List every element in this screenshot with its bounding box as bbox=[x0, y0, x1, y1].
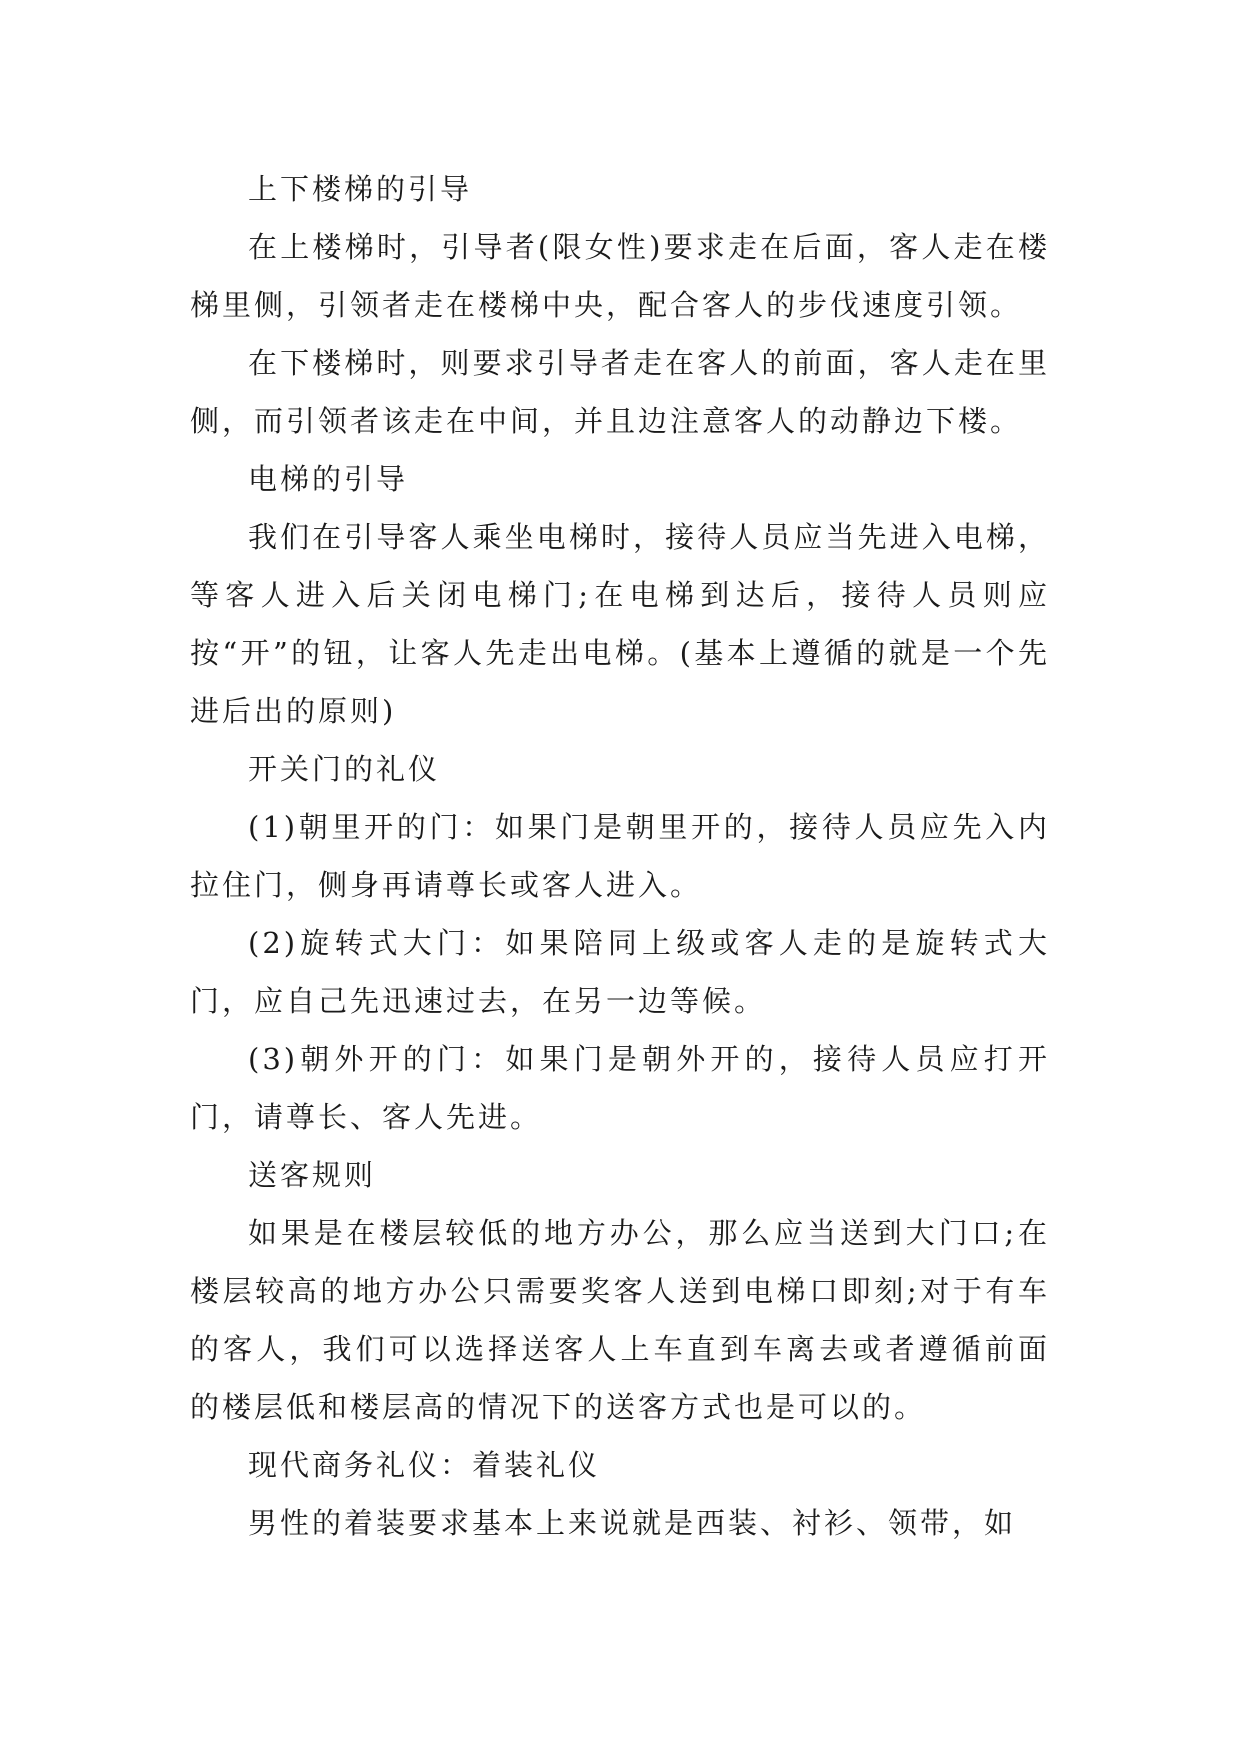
paragraph-elevator: 我们在引导客人乘坐电梯时，接待人员应当先进入电梯，等客人进入后关闭电梯门;在电梯到达后，接待人员则应按“开”的钮，让客人先走出电梯。(基本上遵循的就是一个先进后出的原则) bbox=[190, 520, 1050, 728]
paragraph-door-revolving: (2)旋转式大门：如果陪同上级或客人走的是旋转式大门，应自己先迅速过去，在另一边等候。 bbox=[190, 926, 1050, 1018]
paragraph-dress-men: 男性的着装要求基本上来说就是西装、衬衫、领带，如 bbox=[248, 1506, 1017, 1540]
paragraph-stairs-down: 在下楼梯时，则要求引导者走在客人的前面，客人走在里侧，而引领者该走在中间，并且边注意客人的动静边下楼。 bbox=[190, 346, 1050, 438]
section-heading-elevator: 电梯的引导 bbox=[248, 462, 409, 496]
document-body bbox=[190, 160, 1050, 1552]
paragraph-stairs-up: 在上楼梯时，引导者(限女性)要求走在后面，客人走在楼梯里侧，引领者走在楼梯中央，配合客人的步伐速度引领。 bbox=[190, 230, 1050, 322]
section-heading-stairs: 上下楼梯的引导 bbox=[248, 172, 473, 206]
section-heading-doors: 开关门的礼仪 bbox=[248, 752, 441, 786]
paragraph-farewell: 如果是在楼层较低的地方办公，那么应当送到大门口;在楼层较高的地方办公只需要奖客人送到电梯口即刻;对于有车的客人，我们可以选择送客人上车直到车离去或者遵循前面的楼层低和楼层高的情况下的送客方式也是可以的。 bbox=[190, 1216, 1050, 1424]
paragraph-door-inward: (1)朝里开的门：如果门是朝里开的，接待人员应先入内拉住门，侧身再请尊长或客人进入。 bbox=[190, 810, 1050, 902]
section-heading-farewell: 送客规则 bbox=[248, 1158, 377, 1192]
section-heading-dress: 现代商务礼仪：着装礼仪 bbox=[248, 1448, 601, 1482]
paragraph-door-outward: (3)朝外开的门：如果门是朝外开的，接待人员应打开门，请尊长、客人先进。 bbox=[190, 1042, 1050, 1134]
